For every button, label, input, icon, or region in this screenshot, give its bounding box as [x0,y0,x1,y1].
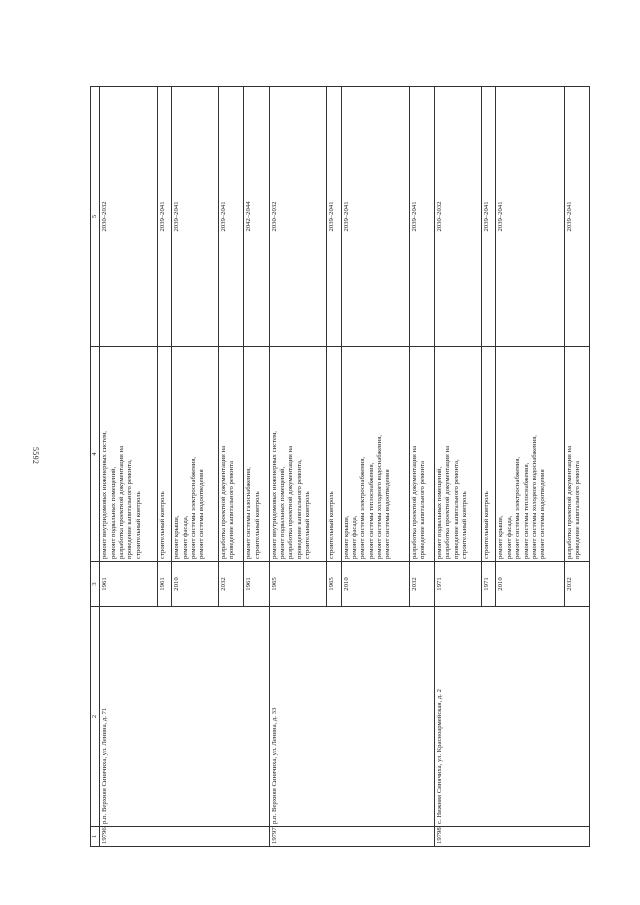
works-list [269,347,326,562]
commission-year: 1965 [327,562,342,607]
work-item: ремонт крыши, [497,515,505,559]
work-item: ремонт фасада, [350,515,358,559]
planned-period: 2030–2032 [269,87,326,347]
commission-year: 1961 [157,562,172,607]
commission-year: 1965 [269,562,326,607]
commission-year: 2032 [409,562,434,607]
works-list [564,347,589,562]
work-item: проведение капитального ремонта [419,461,427,559]
table-body [100,87,590,847]
planned-period: 2039–2041 [341,87,409,347]
works-list [327,347,342,562]
planned-period: 2039–2041 [327,87,342,347]
work-item: ремонт системы газоснабжения, [245,467,253,559]
work-item: разработка проектной документации на [410,445,418,559]
works-list [244,347,269,562]
commission-year: 2032 [564,562,589,607]
work-item: разработка проектной документации на [117,445,125,559]
commission-year: 1971 [435,562,482,607]
work-item: проведение капитального ремонта [228,461,236,559]
work-item: разработка проектной документации на [565,445,573,559]
work-item: проведение капитального ремонта, [452,459,460,559]
work-item: ремонт системы водоотведения [539,469,547,559]
work-item: ремонт фасада, [181,515,189,559]
works-list [157,347,172,562]
planned-period: 2039–2041 [481,87,496,347]
planned-period: 2039–2041 [218,87,243,347]
works-list [409,347,434,562]
header-col-3: 3 [91,562,100,607]
repair-schedule-table-wrapper [90,87,590,847]
planned-period: 2039–2041 [172,87,219,347]
building-number: 19797. [269,827,435,847]
work-item: ремонт фасада, [505,515,513,559]
work-item: ремонт подвальных помещений, [278,466,286,559]
work-item: разработка проектной документации на [287,445,295,559]
work-item: ремонт подвальных помещений, [109,466,117,559]
work-item: строительный контроль [482,491,490,559]
table-row [269,87,326,847]
planned-period: 2039–2041 [409,87,434,347]
work-item: строительный контроль [461,491,469,559]
building-address: р.п. Верхняя Синячиха, ул. Ленина, д. 33 [269,607,435,827]
works-list [435,347,482,562]
works-list [172,347,219,562]
work-item: ремонт системы теплоснабжения, [367,462,375,559]
work-item: ремонт системы холодного водоснабжения, [530,435,538,559]
work-item: разработка проектной документации на [219,445,227,559]
header-col-2: 2 [91,607,100,827]
table-row [100,87,157,847]
planned-period: 2042–2044 [244,87,269,347]
work-item: строительный контроль [304,491,312,559]
planned-period: 2030–2032 [100,87,157,347]
work-item: ремонт системы электроснабжения, [359,456,367,559]
work-item: строительный контроль [253,491,261,559]
commission-year: 2010 [341,562,409,607]
work-item: ремонт системы водоотведения [384,469,392,559]
works-list [218,347,243,562]
building-address: с. Нижняя Синячиха, ул. Красноармейская, д. 2 [435,607,590,827]
work-item: ремонт внутридомовых инженерных систем, [101,431,109,559]
building-number: 19796. [100,827,269,847]
building-number: 19798. [435,827,590,847]
work-item: ремонт системы водоотведения [198,469,206,559]
works-list [341,347,409,562]
header-col-5: 5 [91,87,100,347]
work-item: проведение капитального ремонта [573,461,581,559]
work-item: ремонт системы теплоснабжения, [522,462,530,559]
works-list [481,347,496,562]
header-row [91,87,100,847]
work-item: ремонт подвальных помещений, [436,466,444,559]
work-item: проведение капитального ремонта, [126,459,134,559]
header-col-1: 1 [91,827,100,847]
commission-year: 2032 [218,562,243,607]
commission-year: 1961 [244,562,269,607]
work-item: проведение капитального ремонта, [295,459,303,559]
commission-year: 2010 [172,562,219,607]
repair-schedule-table [90,86,590,847]
building-address: р.п. Верхняя Синячиха, ул. Ленина, д. 71 [100,607,269,827]
planned-period: 2030–2032 [435,87,482,347]
planned-period: 2039–2041 [496,87,564,347]
table-row [435,87,482,847]
work-item: ремонт системы электроснабжения, [514,456,522,559]
planned-period: 2039–2041 [157,87,172,347]
work-item: строительный контроль [158,491,166,559]
work-item: ремонт системы холодного водоснабжения, [376,435,384,559]
work-item: ремонт системы электроснабжения, [189,456,197,559]
header-col-4: 4 [91,347,100,562]
works-list [496,347,564,562]
commission-year: 1971 [481,562,496,607]
work-item: строительный контроль [328,491,335,559]
works-list [100,347,157,562]
work-item: ремонт крыши, [342,515,350,559]
work-item: разработка проектной документации на [444,445,452,559]
planned-period: 2039–2041 [564,87,589,347]
work-item: ремонт крыши, [173,515,181,559]
commission-year: 2010 [496,562,564,607]
commission-year: 1961 [100,562,157,607]
page-number: 5592 [31,447,40,465]
work-item: ремонт внутридомовых инженерных систем, [270,431,278,559]
work-item: строительный контроль [134,491,142,559]
